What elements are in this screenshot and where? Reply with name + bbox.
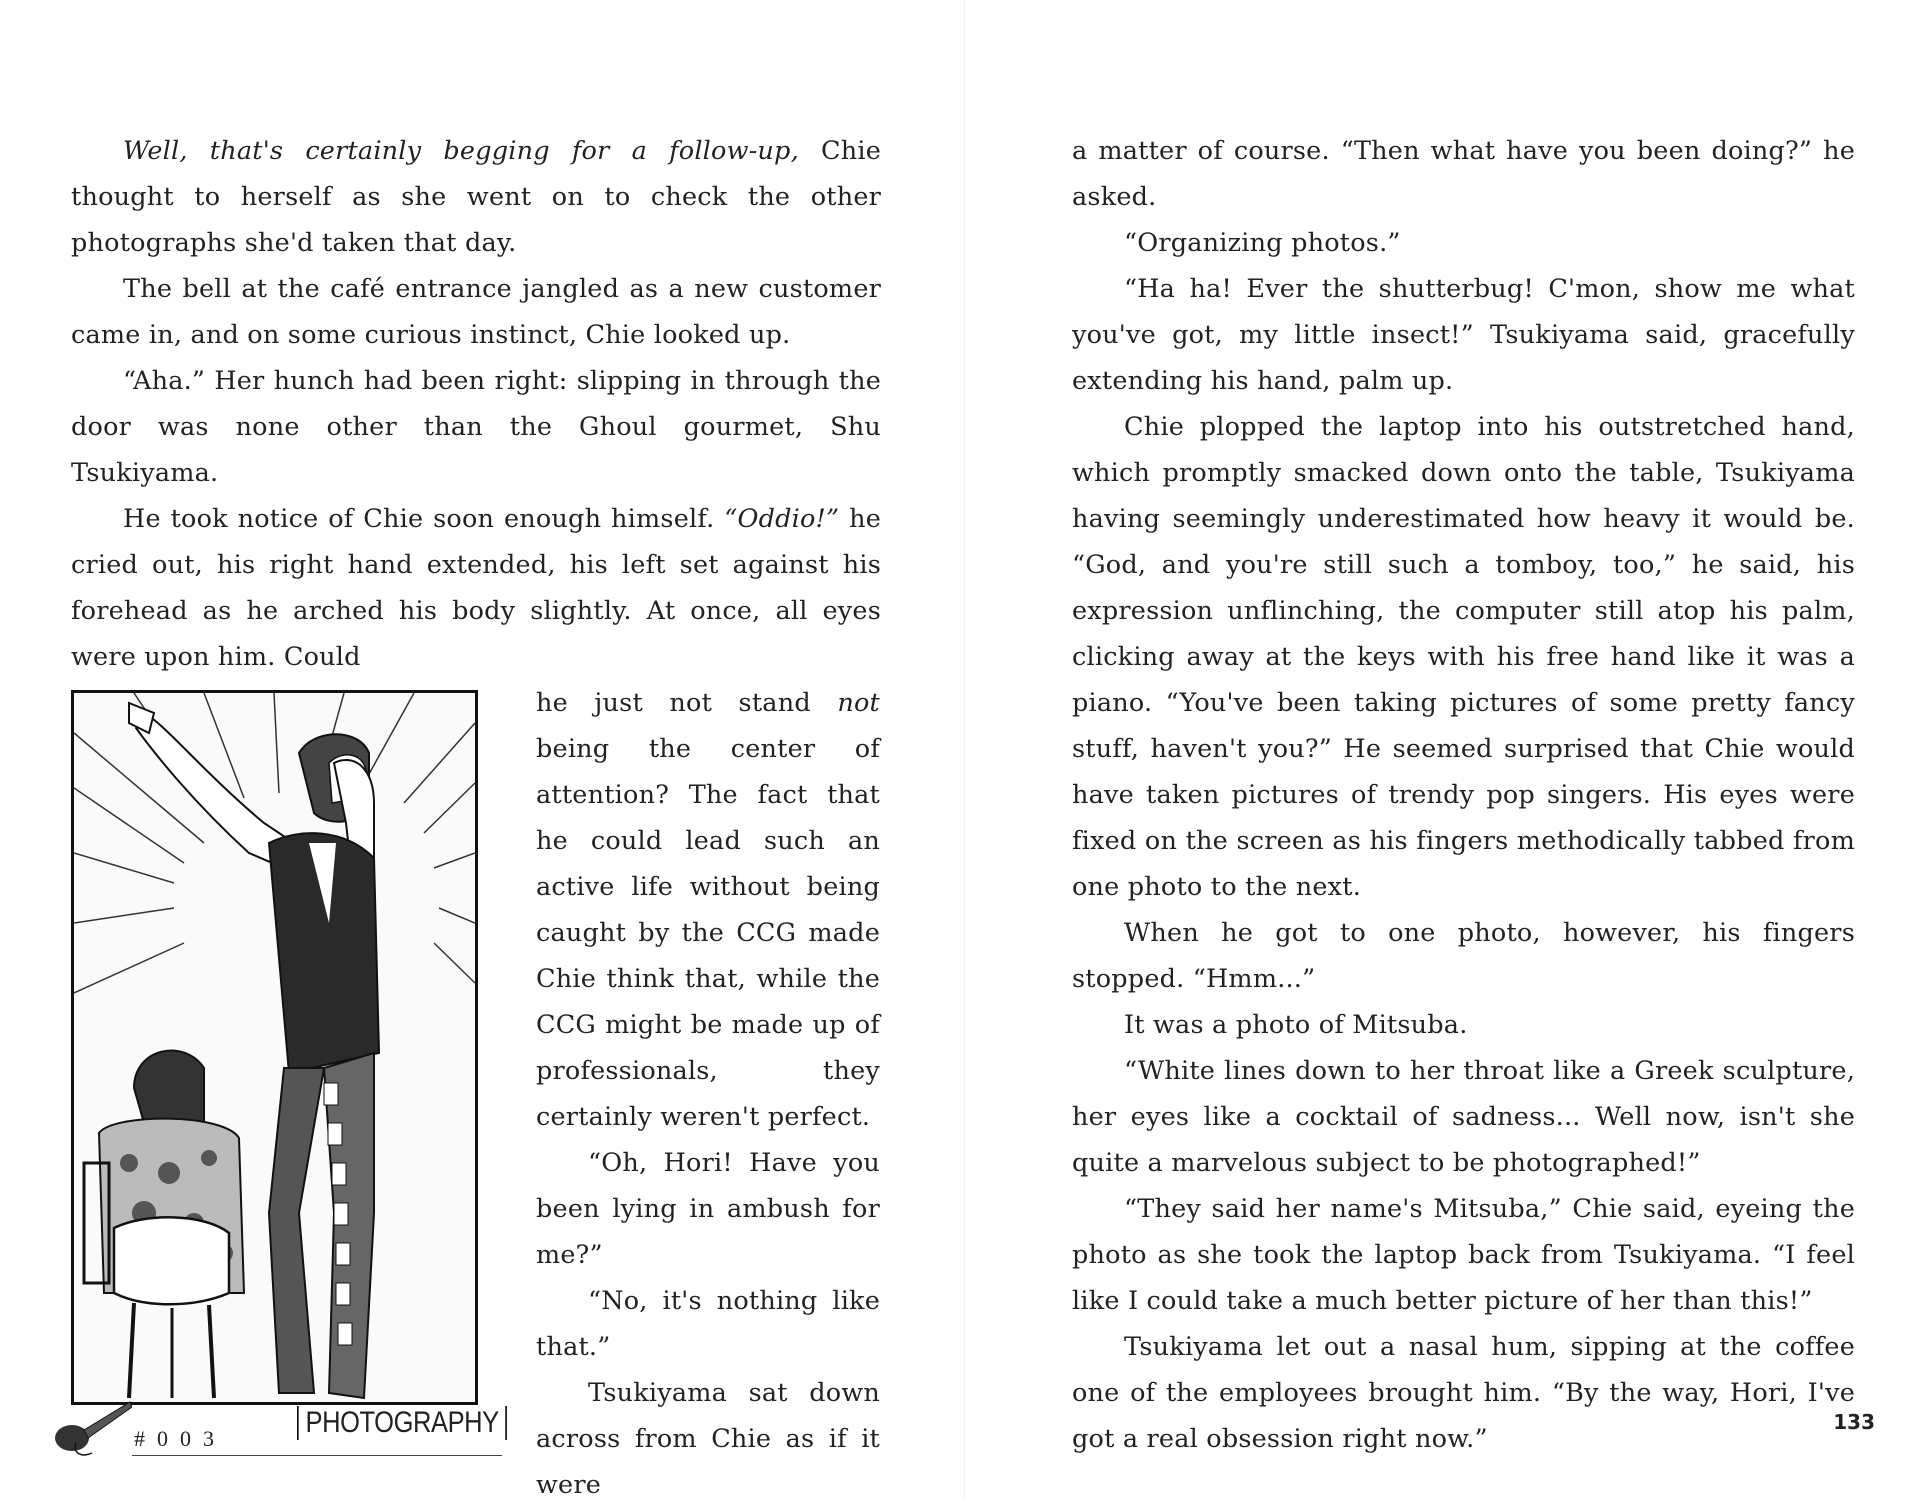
left-paragraph-2: The bell at the café entrance jangled as a new customer came in, and on some curious instinct, Chie looked up. [71, 274, 881, 350]
paragraph-text: being the center of attention? The fact that he could lead such an active life without being caught by the CCG made Chie think that, while the CCG might be made up of professionals, they certainly weren't perfect. [536, 734, 880, 1132]
illustration-and-text [71, 680, 881, 1508]
right-paragraph-1: a matter of course. “Then what have you been doing?” he asked. [1072, 136, 1855, 212]
right-paragraph-6: It was a photo of Mitsuba. [1124, 1010, 1468, 1040]
right-paragraph-9: Tsukiyama let out a nasal hum, sipping at the coffee one of the employees brought him. “By the way, Hori, I've got a real obsession right now.” [1072, 1332, 1855, 1454]
illustration-drawing [74, 693, 475, 1402]
left-page [0, 0, 965, 1500]
chapter-number: #003 [134, 1426, 226, 1451]
manga-illustration [71, 690, 478, 1405]
chapter-title: PHOTOGRAPHY [297, 1406, 507, 1440]
italic-exclamation: “Oddio!” [724, 504, 840, 534]
italic-emphasis: not [837, 688, 880, 718]
right-paragraph-5: When he got to one photo, however, his fingers stopped. “Hmm...” [1072, 918, 1855, 994]
left-paragraph-6: “Oh, Hori! Have you been lying in ambush for me?” [536, 1148, 880, 1270]
right-text-column [1072, 128, 1855, 1462]
paragraph-text: He took notice of Chie soon enough himself. [123, 504, 725, 534]
right-paragraph-8: “They said her name's Mitsuba,” Chie said, eyeing the photo as she took the laptop back from Tsukiyama. “I feel like I could take a much better picture of her than this!” [1072, 1194, 1855, 1316]
paragraph-text: he cried out, his right hand extended, his left set against his forehead as he arched his body slightly. At once, all eyes were upon him. Could [71, 504, 881, 672]
left-paragraph-1 [71, 128, 881, 266]
right-paragraph-3: “Ha ha! Ever the shutterbug! C'mon, show me what you've got, my little insect!” Tsukiyama said, gracefully extending his hand, palm up. [1072, 274, 1855, 396]
chapter-footer [52, 1388, 522, 1458]
narrow-text-column [536, 680, 880, 1508]
paragraph-text: he just not stand [536, 688, 838, 718]
right-page [965, 0, 1930, 1500]
paragraph-text: Chie thought to herself as she went on to check the other photographs she'd taken that day. [71, 136, 882, 258]
page-number: 133 [1833, 1410, 1875, 1434]
left-paragraph-4 [71, 496, 881, 680]
left-paragraph-5 [536, 680, 880, 1140]
left-paragraph-3: “Aha.” Her hunch had been right: slipping in through the door was none other than the Ghoul gourmet, Shu Tsukiyama. [71, 366, 881, 488]
left-text-column [71, 128, 881, 1508]
right-paragraph-7: “White lines down to her throat like a Greek sculpture, her eyes like a cocktail of sadness... Well now, isn't she quite a marvelous subject to be photographed!” [1072, 1056, 1855, 1178]
italic-thought: Well, that's certainly begging for a follow-up, [123, 136, 799, 166]
left-paragraph-7: “No, it's nothing like that.” [536, 1286, 880, 1362]
left-paragraph-8: Tsukiyama sat down across from Chie as if it were [536, 1378, 880, 1500]
footer-rule [132, 1455, 502, 1456]
microphone-icon [52, 1398, 132, 1458]
right-paragraph-2: “Organizing photos.” [1124, 228, 1401, 258]
right-paragraph-4: Chie plopped the laptop into his outstretched hand, which promptly smacked down onto the table, Tsukiyama having seemingly underestimated how heavy it would be. “God, and you're still such a tomboy, too,” he said, his expression unflinching, the computer still atop his palm, clicking away at the keys with his free hand like it was a piano. “You've been taking pictures of some pretty fancy stuff, haven't you?” He seemed surprised that Chie would have taken pictures of trendy pop singers. His eyes were fixed on the screen as his fingers methodically tabbed from one photo to the next. [1072, 412, 1855, 902]
